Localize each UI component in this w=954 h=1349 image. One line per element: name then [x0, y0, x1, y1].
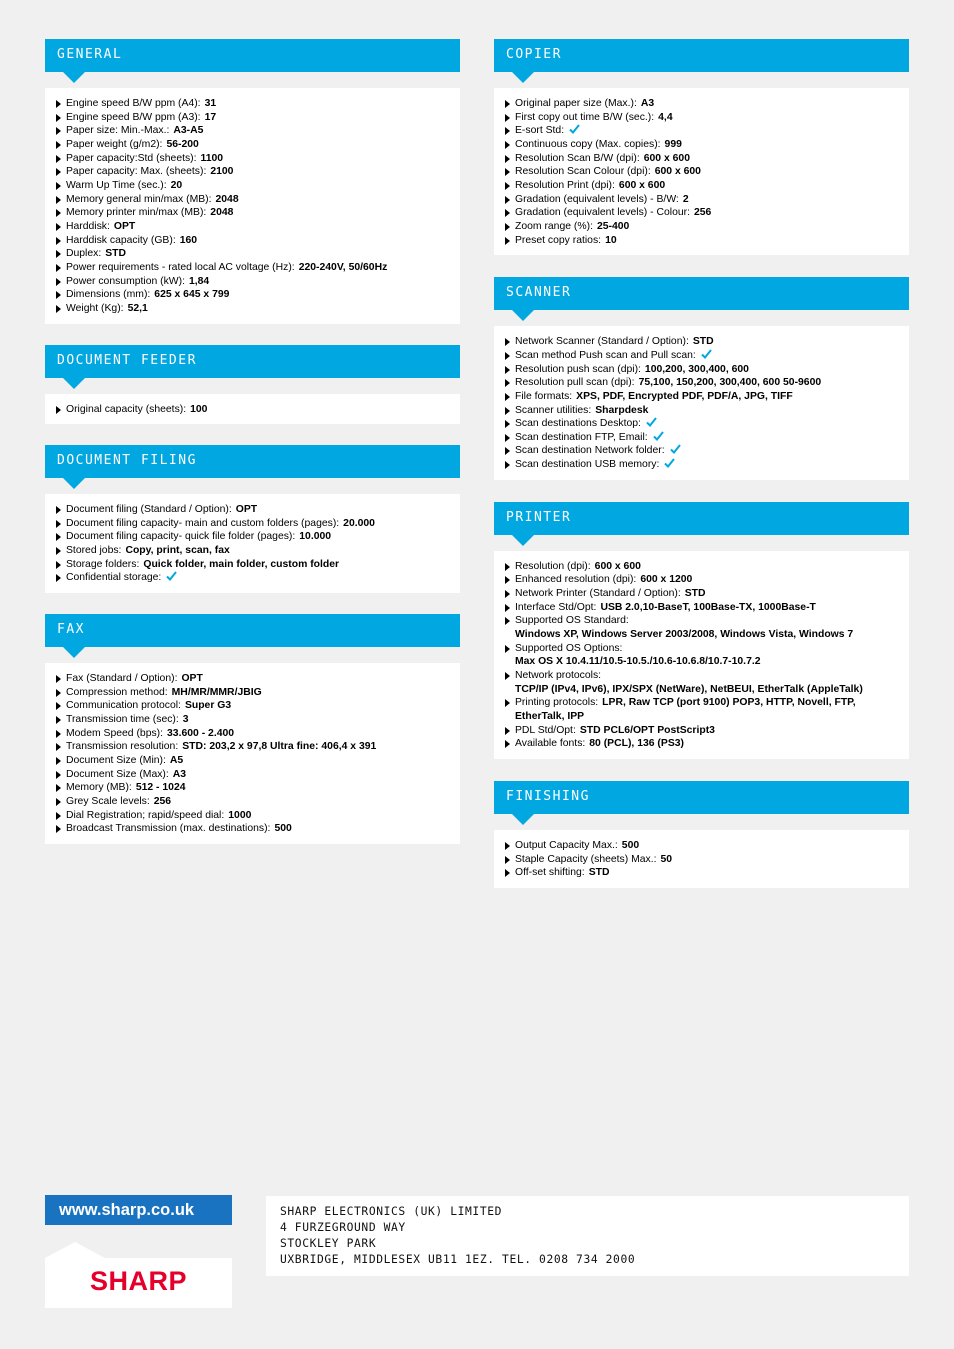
spec-value: 600 x 600 — [618, 179, 666, 191]
spec-item — [504, 234, 899, 248]
spec-list-box — [494, 326, 909, 480]
spec-label: Memory (MB): — [66, 782, 132, 794]
spec-value-continued: EtherTalk, IPP — [515, 711, 585, 722]
spec-value-continued: TCP/IP (IPv4, IPv6), IPX/SPX (NetWare), NetBEUI, EtherTalk (AppleTalk) — [515, 683, 863, 695]
spec-value: 56-200 — [166, 138, 199, 150]
spec-value: STD: 203,2 x 97,8 Ultra fine: 406,4 x 391 — [182, 741, 377, 753]
spec-label: Transmission resolution: — [66, 741, 179, 753]
spec-label: Document filing capacity- quick file folder (pages): — [66, 531, 296, 543]
spec-label: Gradation (equivalent levels) - B/W: — [515, 193, 679, 205]
left-column — [45, 39, 460, 844]
spec-item — [55, 713, 450, 727]
spec-value: Copy, print, scan, fax — [125, 545, 230, 557]
spec-label: Broadcast Transmission (max. destinations): — [66, 823, 271, 835]
spec-item — [504, 724, 899, 738]
section-title: FAX — [45, 614, 460, 647]
address-line: SHARP ELECTRONICS (UK) LIMITED — [280, 1205, 503, 1218]
spec-list-box — [494, 88, 909, 255]
spec-item — [55, 206, 450, 220]
spec-value: 10.000 — [299, 531, 332, 543]
section-scanner — [494, 277, 909, 480]
spec-value: A5 — [169, 755, 184, 767]
spec-label: E-sort Std: — [515, 125, 565, 137]
spec-label: Dimensions (mm): — [66, 289, 151, 301]
spec-item — [55, 740, 450, 754]
spec-label: Harddisk: — [66, 220, 110, 232]
spec-item — [55, 571, 450, 585]
spec-item — [55, 97, 450, 111]
spec-item — [55, 234, 450, 248]
spec-label: Dial Registration; rapid/speed dial: — [66, 809, 225, 821]
spec-value: A3-A5 — [173, 125, 204, 137]
section-title: PRINTER — [494, 502, 909, 535]
spec-item — [55, 111, 450, 125]
spec-value: XPS, PDF, Encrypted PDF, PDF/A, JPG, TIFF — [576, 390, 793, 402]
spec-label: Engine speed B/W ppm (A4): — [66, 98, 201, 109]
spec-label: Memory general min/max (MB): — [66, 193, 212, 205]
section-document-filing — [45, 445, 460, 593]
spec-label: Staple Capacity (sheets) Max.: — [515, 853, 657, 865]
spec-item — [504, 573, 899, 587]
spec-value: 80 (PCL), 136 (PS3) — [589, 738, 684, 750]
spec-label: Paper capacity:Std (sheets): — [66, 152, 197, 164]
spec-label: Storage folders: — [66, 558, 140, 570]
spec-label: Modem Speed (bps): — [66, 727, 164, 739]
spec-value: 256 — [694, 207, 712, 219]
spec-item — [504, 193, 899, 207]
spec-item — [55, 220, 450, 234]
spec-label: Scan method Push scan and Pull scan: — [515, 349, 696, 361]
spec-item — [504, 138, 899, 152]
address-line: 4 FURZEGROUND WAY — [280, 1221, 406, 1234]
spec-item — [504, 853, 899, 867]
spec-item — [55, 768, 450, 782]
spec-value: 10 — [605, 234, 617, 246]
spec-item — [504, 431, 899, 445]
spec-item — [504, 866, 899, 880]
spec-value: 220-240V, 50/60Hz — [298, 261, 388, 273]
spec-label: Gradation (equivalent levels) - Colour: — [515, 207, 690, 219]
spec-value: 1000 — [228, 809, 252, 821]
spec-label: Transmission time (sec): — [66, 714, 179, 726]
spec-value: 31 — [204, 98, 217, 109]
spec-value: 500 — [621, 839, 640, 851]
logo-tab — [45, 1242, 105, 1258]
checkmark-icon — [653, 431, 664, 441]
company-address — [266, 1196, 909, 1276]
spec-item — [504, 444, 899, 458]
spec-label: Duplex: — [66, 248, 102, 260]
spec-list-box — [494, 830, 909, 888]
spec-item — [504, 458, 899, 472]
spec-label: Paper size: Min.-Max.: — [66, 125, 170, 137]
section-copier — [494, 39, 909, 255]
spec-label: Scan destination USB memory: — [515, 459, 660, 471]
spec-list-box — [45, 88, 460, 324]
spec-item — [55, 809, 450, 823]
spec-item — [504, 669, 899, 696]
section-finishing — [494, 781, 909, 888]
checkmark-icon — [701, 349, 712, 359]
spec-label: Engine speed B/W ppm (A3): — [66, 111, 201, 123]
spec-value: 600 x 600 — [654, 166, 701, 178]
spec-value: Quick folder, main folder, custom folder — [143, 558, 340, 570]
section-title: DOCUMENT FILING — [45, 445, 460, 478]
spec-label: Power consumption (kW): — [66, 275, 185, 287]
spec-item — [55, 403, 450, 417]
spec-label: Resolution Scan B/W (dpi): — [515, 152, 640, 164]
spec-label: Interface Std/Opt: — [515, 601, 597, 613]
spec-item — [55, 544, 450, 558]
spec-label: Document filing capacity- main and custom folders (pages): — [66, 517, 340, 529]
spec-item — [55, 781, 450, 795]
website-url[interactable]: www.sharp.co.uk — [45, 1195, 232, 1225]
spec-list-box — [494, 551, 909, 759]
spec-value: 600 x 1200 — [640, 574, 693, 586]
spec-value: USB 2.0,10-BaseT, 100Base-TX, 1000Base-T — [600, 601, 816, 613]
spec-value: 20 — [170, 179, 183, 191]
spec-label: Preset copy ratios: — [515, 234, 602, 246]
spec-value: STD — [105, 248, 127, 260]
checkmark-icon — [664, 458, 675, 468]
spec-value: 2048 — [215, 193, 239, 205]
spec-value: 2048 — [210, 207, 234, 219]
section-printer — [494, 502, 909, 759]
spec-item — [504, 152, 899, 166]
spec-label: Paper weight (g/m2): — [66, 138, 163, 150]
spec-label: Zoom range (%): — [515, 220, 593, 232]
spec-label: Power requirements - rated local AC voltage (Hz): — [66, 261, 295, 273]
checkmark-icon — [166, 571, 177, 581]
spec-item — [55, 822, 450, 836]
section-fax — [45, 614, 460, 844]
right-column — [494, 39, 909, 888]
section-title: GENERAL — [45, 39, 460, 72]
spec-label: Harddisk capacity (GB): — [66, 234, 176, 246]
checkmark-icon — [569, 124, 580, 134]
spec-item — [55, 795, 450, 809]
spec-item — [55, 247, 450, 261]
spec-value: 3 — [182, 714, 189, 726]
spec-label: Scan destinations Desktop: — [515, 418, 641, 430]
spec-label: Document Size (Min): — [66, 755, 166, 767]
spec-item — [55, 530, 450, 544]
spec-item — [504, 335, 899, 349]
spec-item — [504, 124, 899, 138]
spec-item — [55, 138, 450, 152]
section-title: DOCUMENT FEEDER — [45, 345, 460, 378]
spec-value: A3 — [640, 98, 655, 109]
spec-value: OPT — [181, 673, 203, 685]
spec-item — [55, 503, 450, 517]
spec-item — [55, 517, 450, 531]
spec-value: 2 — [682, 193, 689, 205]
spec-label: Grey Scale levels: — [66, 796, 150, 807]
address-line: STOCKLEY PARK — [280, 1237, 377, 1250]
spec-value: 25-400 — [596, 220, 630, 232]
spec-item — [504, 560, 899, 574]
spec-label: Resolution Print (dpi): — [515, 179, 615, 191]
spec-value: STD — [692, 336, 714, 348]
spec-item — [55, 275, 450, 289]
spec-label: Resolution Scan Colour (dpi): — [515, 166, 651, 178]
spec-label: Network Printer (Standard / Option): — [515, 588, 681, 600]
spec-label: Compression method: — [66, 686, 168, 698]
spec-label: Network protocols: — [515, 670, 602, 682]
spec-item — [504, 601, 899, 615]
spec-value: 20.000 — [343, 517, 375, 529]
spec-label: Stored jobs: — [66, 545, 122, 557]
spec-item — [55, 261, 450, 275]
spec-label: Fax (Standard / Option): — [66, 673, 178, 685]
spec-value: Super G3 — [184, 700, 232, 712]
spec-value: 256 — [153, 796, 172, 807]
spec-value: STD PCL6/OPT PostScript3 — [579, 724, 715, 736]
spec-item — [504, 390, 899, 404]
spec-value: 52,1 — [127, 302, 148, 314]
spec-label: Original paper size (Max.): — [515, 98, 637, 109]
spec-label: Scan destination Network folder: — [515, 445, 665, 457]
spec-label: Scan destination FTP, Email: — [515, 431, 648, 443]
checkmark-icon — [646, 417, 657, 427]
spec-label: Supported OS Standard: — [515, 615, 629, 627]
spec-value: 75,100, 150,200, 300,400, 600 50-9600 — [638, 377, 822, 389]
spec-value: 100 — [190, 403, 208, 415]
spec-value: Sharpdesk — [595, 404, 649, 416]
spec-item — [504, 363, 899, 377]
spec-item — [504, 417, 899, 431]
sharp-logo — [45, 1258, 232, 1308]
section-title: COPIER — [494, 39, 909, 72]
spec-item — [55, 165, 450, 179]
spec-item — [55, 193, 450, 207]
spec-item — [55, 672, 450, 686]
spec-item — [504, 97, 899, 111]
section-document-feeder — [45, 345, 460, 425]
spec-label: Printing protocols: — [515, 697, 599, 709]
spec-item — [504, 349, 899, 363]
spec-value: 33.600 - 2.400 — [167, 727, 235, 739]
spec-item — [504, 206, 899, 220]
spec-label: Paper capacity: Max. (sheets): — [66, 166, 207, 178]
spec-value-continued: Windows XP, Windows Server 2003/2008, Windows Vista, Windows 7 — [515, 629, 854, 641]
spec-label: Weight (Kg): — [66, 302, 124, 314]
spec-label: Warm Up Time (sec.): — [66, 179, 167, 191]
spec-item — [55, 288, 450, 302]
spec-label: Memory printer min/max (MB): — [66, 207, 207, 219]
spec-item — [55, 558, 450, 572]
spec-value: LPR, Raw TCP (port 9100) POP3, HTTP, Novell, FTP, — [602, 697, 856, 709]
spec-item — [55, 302, 450, 316]
spec-value: STD — [588, 867, 610, 879]
spec-label: Communication protocol: — [66, 700, 181, 712]
spec-item — [504, 165, 899, 179]
spec-value: MH/MR/MMR/JBIG — [171, 686, 262, 698]
spec-value: A3 — [172, 768, 187, 780]
spec-list-box — [45, 663, 460, 844]
spec-value: 160 — [179, 234, 198, 246]
spec-list-box — [45, 494, 460, 593]
spec-label: Scanner utilities: — [515, 404, 592, 416]
spec-label: PDL Std/Opt: — [515, 724, 576, 736]
spec-item — [55, 179, 450, 193]
spec-label: Original capacity (sheets): — [66, 403, 187, 415]
spec-item — [504, 404, 899, 418]
spec-value: 2100 — [210, 166, 234, 178]
spec-item — [504, 376, 899, 390]
spec-value: 1,84 — [188, 275, 210, 287]
spec-label: Enhanced resolution (dpi): — [515, 574, 637, 586]
section-general — [45, 39, 460, 324]
address-line: UXBRIDGE, MIDDLESEX UB11 1EZ. TEL. 0208 734 2000 — [280, 1253, 636, 1266]
spec-label: Document Size (Max): — [66, 768, 169, 780]
spec-item — [504, 696, 899, 723]
spec-item — [504, 111, 899, 125]
spec-item — [55, 124, 450, 138]
spec-item — [504, 642, 899, 669]
spec-item — [55, 699, 450, 713]
spec-value: 1100 — [200, 152, 224, 164]
checkmark-icon — [670, 444, 681, 454]
spec-value: 512 - 1024 — [135, 782, 186, 794]
spec-item — [504, 839, 899, 853]
spec-item — [55, 727, 450, 741]
spec-value: 50 — [660, 853, 673, 865]
spec-label: Supported OS Options: — [515, 642, 623, 654]
spec-label: Output Capacity Max.: — [515, 839, 618, 851]
spec-value: 100,200, 300,400, 600 — [644, 363, 749, 375]
spec-item — [55, 754, 450, 768]
spec-list-box — [45, 394, 460, 425]
spec-item — [504, 179, 899, 193]
spec-value: STD — [684, 588, 706, 600]
spec-value: OPT — [113, 220, 136, 232]
spec-item — [504, 220, 899, 234]
spec-value: 600 x 600 — [594, 560, 641, 572]
spec-label: First copy out time B/W (sec.): — [515, 111, 655, 123]
spec-value: 17 — [204, 111, 217, 123]
spec-label: Resolution (dpi): — [515, 560, 591, 572]
section-title: FINISHING — [494, 781, 909, 814]
spec-label: Off-set shifting: — [515, 867, 585, 879]
spec-value: OPT — [235, 504, 258, 516]
spec-value: 600 x 600 — [643, 152, 690, 164]
spec-item — [55, 686, 450, 700]
spec-label: Continuous copy (Max. copies): — [515, 138, 661, 150]
spec-label: Network Scanner (Standard / Option): — [515, 336, 689, 348]
spec-item — [55, 152, 450, 166]
spec-item — [504, 587, 899, 601]
spec-label: Available fonts: — [515, 738, 586, 750]
spec-value-continued: Max OS X 10.4.11/10.5-10.5./10.6-10.6.8/10.7-10.7.2 — [515, 656, 761, 668]
spec-label: Resolution pull scan (dpi): — [515, 377, 635, 389]
spec-value: 500 — [274, 823, 292, 835]
spec-label: Document filing (Standard / Option): — [66, 504, 232, 516]
spec-label: Confidential storage: — [66, 572, 162, 584]
spec-value: 625 x 645 x 799 — [154, 289, 230, 301]
spec-value: 999 — [664, 138, 682, 150]
section-title: SCANNER — [494, 277, 909, 310]
logo-text: SHARP — [89, 1266, 187, 1296]
spec-label: File formats: — [515, 390, 573, 402]
spec-value: 4,4 — [658, 111, 673, 123]
spec-item — [504, 737, 899, 751]
spec-label: Resolution push scan (dpi): — [515, 363, 641, 375]
spec-item — [504, 614, 899, 641]
